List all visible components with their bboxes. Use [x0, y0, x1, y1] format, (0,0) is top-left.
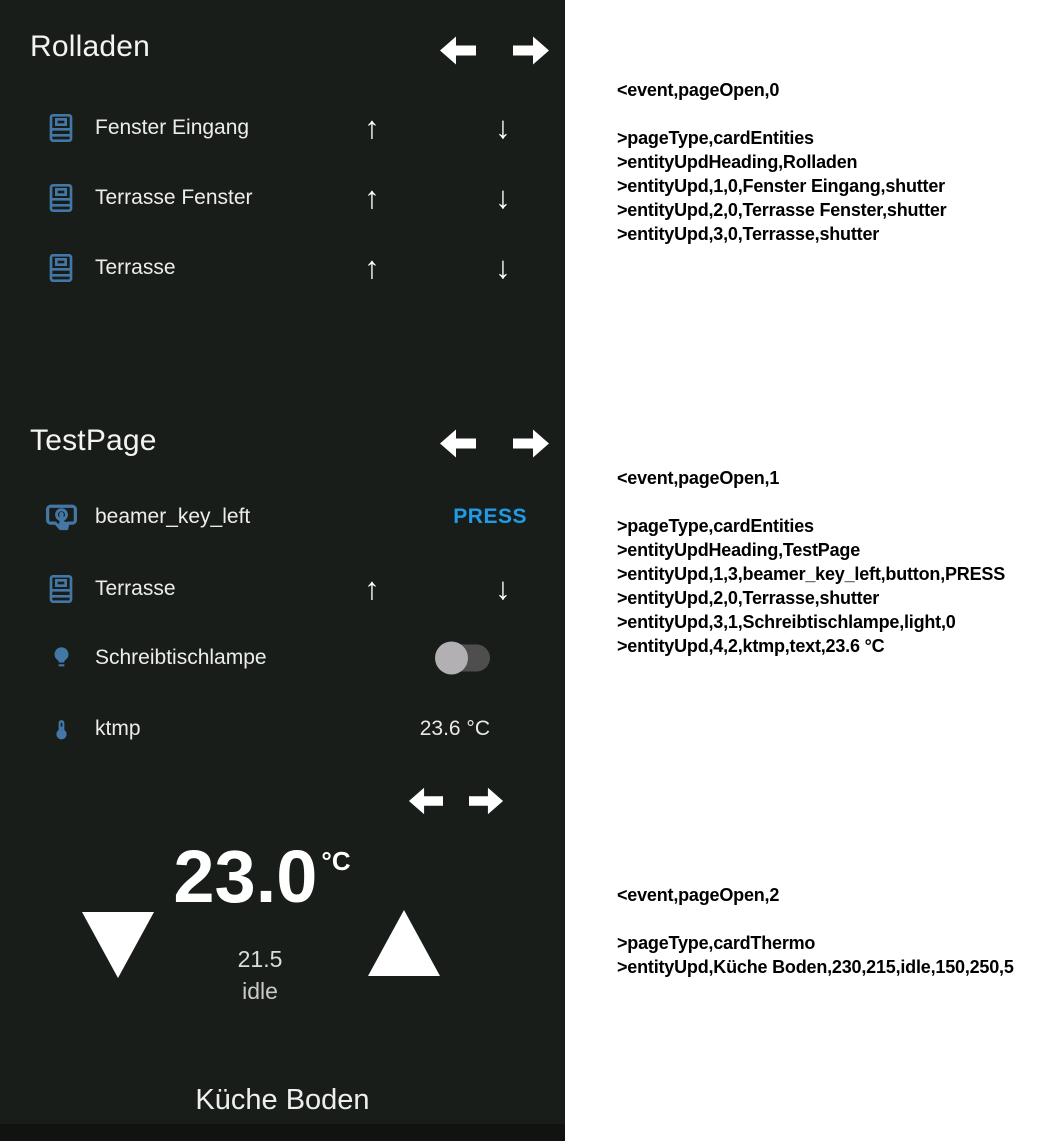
shutter-up-button[interactable]: ↑	[364, 250, 380, 285]
entity-label: Schreibtischlampe	[95, 646, 267, 669]
entity-label: Fenster Eingang	[95, 116, 250, 139]
thermostat-title: Küche Boden	[195, 1084, 370, 1116]
shutter-down-button[interactable]: ↓	[495, 250, 511, 285]
shutter-down-button[interactable]: ↓	[495, 110, 511, 145]
protocol-event-line: <event,pageOpen,2	[617, 885, 780, 905]
protocol-line: >entityUpdHeading,TestPage	[617, 540, 861, 560]
shutter-down-button[interactable]: ↓	[495, 571, 511, 606]
gesture-tap-button-icon	[40, 499, 82, 536]
current-temperature	[120, 835, 400, 918]
page-navigation	[408, 784, 504, 818]
press-button[interactable]: PRESS	[453, 505, 527, 528]
thermometer-icon	[40, 712, 82, 746]
page-title: Rolladen	[30, 30, 151, 63]
card-entities-testpage	[0, 390, 565, 760]
nav-left-icon[interactable]	[408, 784, 443, 818]
protocol-line: >entityUpd,3,0,Terrasse,shutter	[617, 224, 880, 244]
entity-label: Terrasse	[95, 577, 176, 600]
entity-label: Terrasse	[95, 256, 176, 279]
lightbulb-icon	[40, 643, 82, 674]
temperature-unit: °C	[321, 846, 351, 877]
shutter-down-button[interactable]: ↓	[495, 180, 511, 215]
page-navigation	[439, 426, 550, 461]
protocol-line: >entityUpd,4,2,ktmp,text,23.6 °C	[617, 636, 885, 656]
protocol-event-line: <event,pageOpen,1	[617, 468, 780, 488]
shutter-up-button[interactable]: ↑	[364, 110, 380, 145]
shutter-up-button[interactable]: ↑	[364, 571, 380, 606]
protocol-line: >entityUpd,1,0,Fenster Eingang,shutter	[617, 176, 945, 196]
entity-row	[0, 244, 565, 292]
page-navigation	[439, 33, 550, 68]
toggle-knob	[435, 642, 468, 675]
entity-label: beamer_key_left	[95, 505, 251, 528]
entity-row	[0, 174, 565, 222]
entity-row	[0, 705, 565, 753]
panel-footer-strip	[0, 1124, 565, 1141]
page-title: TestPage	[30, 424, 157, 457]
protocol-line: >entityUpdHeading,Rolladen	[617, 152, 858, 172]
protocol-line: >entityUpd,2,0,Terrasse Fenster,shutter	[617, 200, 947, 220]
protocol-line: >entityUpd,3,1,Schreibtischlampe,light,0	[617, 612, 956, 632]
current-temperature-value: 23.0	[173, 835, 318, 918]
protocol-block-page2	[617, 883, 1045, 979]
sensor-value: 23.6 °C	[419, 717, 490, 740]
nav-right-icon[interactable]	[513, 426, 550, 461]
window-shutter-icon	[40, 181, 82, 215]
protocol-line: >entityUpd,1,3,beamer_key_left,button,PRESS	[617, 564, 1006, 584]
entity-row	[0, 493, 565, 541]
window-shutter-icon	[40, 251, 82, 285]
nav-left-icon[interactable]	[439, 33, 476, 68]
hvac-state: idle	[242, 978, 278, 1004]
protocol-event-line: <event,pageOpen,0	[617, 80, 780, 100]
target-temperature: 21.5	[237, 946, 283, 972]
protocol-line: >entityUpd,Küche Boden,230,215,idle,150,250,5	[617, 957, 1014, 977]
light-toggle-switch[interactable]	[437, 645, 490, 672]
protocol-line: >pageType,cardEntities	[617, 516, 814, 536]
card-entities-rolladen	[0, 0, 565, 390]
entity-row	[0, 565, 565, 613]
entity-row	[0, 104, 565, 152]
window-shutter-icon	[40, 572, 82, 606]
protocol-block-page0	[617, 78, 1045, 246]
entity-label: Terrasse Fenster	[95, 186, 253, 209]
entity-row	[0, 634, 565, 682]
protocol-line: >pageType,cardThermo	[617, 933, 816, 953]
card-thermo-kueche-boden	[0, 760, 565, 1141]
protocol-line: >entityUpd,2,0,Terrasse,shutter	[617, 588, 880, 608]
entity-label: ktmp	[95, 717, 141, 740]
window-shutter-icon	[40, 111, 82, 145]
nav-right-icon[interactable]	[513, 33, 550, 68]
protocol-line: >pageType,cardEntities	[617, 128, 814, 148]
nav-left-icon[interactable]	[439, 426, 476, 461]
nav-right-icon[interactable]	[469, 784, 504, 818]
shutter-up-button[interactable]: ↑	[364, 180, 380, 215]
protocol-block-page1	[617, 466, 1045, 658]
